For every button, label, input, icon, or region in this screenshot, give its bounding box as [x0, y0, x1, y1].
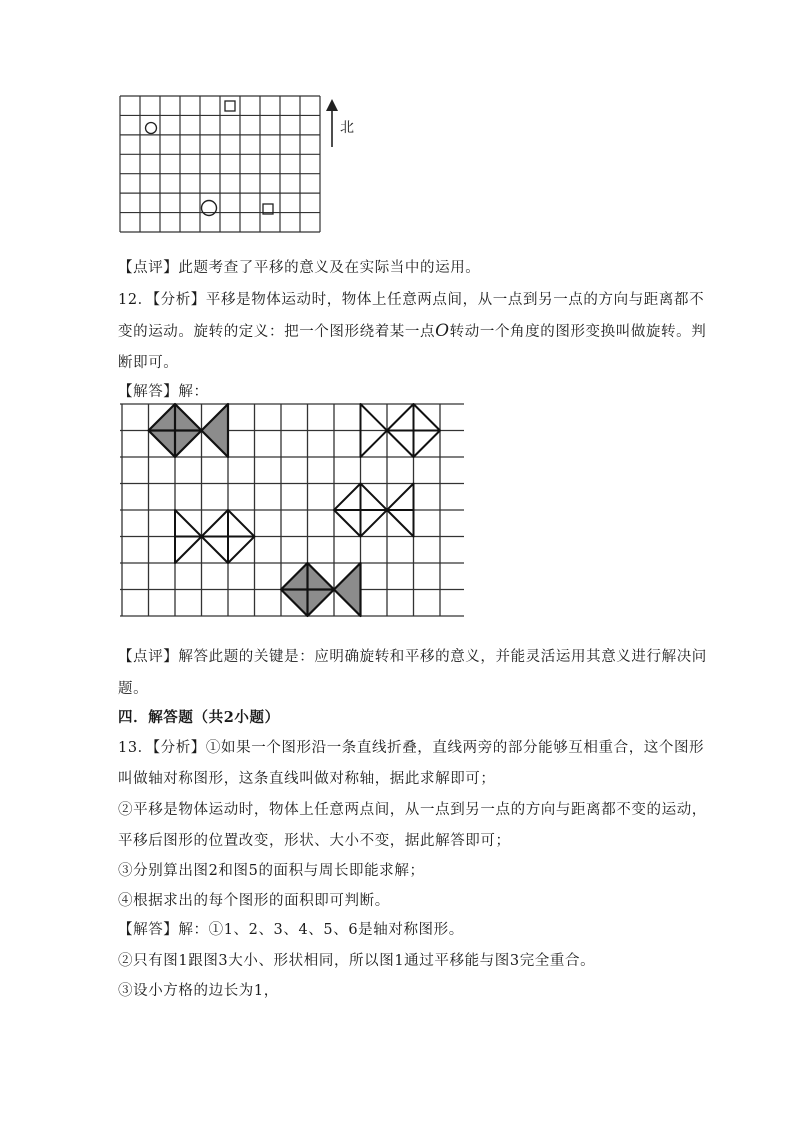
analysis-13-line-4: 平移后图形的位置改变，形状、大小不变，据此解答即可；	[118, 833, 511, 849]
answer-13-line-1: 【解答】解：①1、2、3、4、5、6是轴对称图形。	[118, 922, 464, 938]
analysis-13-line-1: 13．【分析】①如果一个图形沿一条直线折叠，直线两旁的部分能够互相重合，这个图形	[118, 740, 705, 756]
analysis-12-line-1: 12．【分析】平移是物体运动时，物体上任意两点间，从一点到另一点的方向与距离都不	[118, 292, 705, 308]
shaded-bowtie-bottom	[281, 563, 361, 616]
translation-grid-figure	[120, 96, 380, 236]
section-heading: 四．解答题（共2小题）	[118, 709, 280, 726]
answer-12-label: 【解答】解：	[118, 384, 209, 400]
analysis-13-line-3: ②平移是物体运动时，物体上任意两点间，从一点到另一点的方向与距离都不变的运动，	[118, 802, 707, 818]
large-circle-shape	[202, 201, 217, 216]
north-label: 北	[340, 120, 354, 136]
comment-line-1: 【点评】此题考查了平移的意义及在实际当中的运用。	[118, 260, 481, 276]
analysis-13-line-5: ③分别算出图2和图5的面积与周长即能求解；	[118, 863, 425, 879]
comment-12-line-1: 【点评】解答此题的关键是：应明确旋转和平移的意义，并能灵活运用其意义进行解决问	[118, 649, 707, 665]
outline-bowtie-rotated-right	[334, 484, 414, 537]
small-circle-shape	[146, 123, 157, 134]
comment-12-line-2: 题。	[118, 681, 149, 697]
analysis-12-line-2	[118, 320, 706, 341]
analysis-12-line-3: 断即可。	[118, 355, 179, 371]
shaded-bowtie-original	[149, 404, 229, 457]
bowtie-grid-figure	[120, 404, 470, 619]
north-arrow-icon	[326, 99, 338, 147]
outline-bowtie-rotated-left	[175, 510, 255, 563]
small-square-shape	[225, 101, 235, 111]
answer-13-line-2: ②只有图1跟图3大小、形状相同，所以图1通过平移能与图3完全重合。	[118, 953, 596, 969]
answer-13-line-3: ③设小方格的边长为1，	[118, 983, 279, 999]
analysis-13-line-2: 叫做轴对称图形，这条直线叫做对称轴，据此求解即可；	[118, 771, 496, 787]
grid-lines	[120, 96, 320, 232]
point-o-symbol: O	[435, 321, 450, 341]
analysis-12-text-a: 变的运动。旋转的定义：把一个图形绕着某一点	[118, 324, 436, 340]
analysis-13-line-6: ④根据求出的每个图形的面积即可判断。	[118, 893, 390, 909]
analysis-12-text-b: 转动一个角度的图形变换叫做旋转。判	[449, 324, 707, 340]
